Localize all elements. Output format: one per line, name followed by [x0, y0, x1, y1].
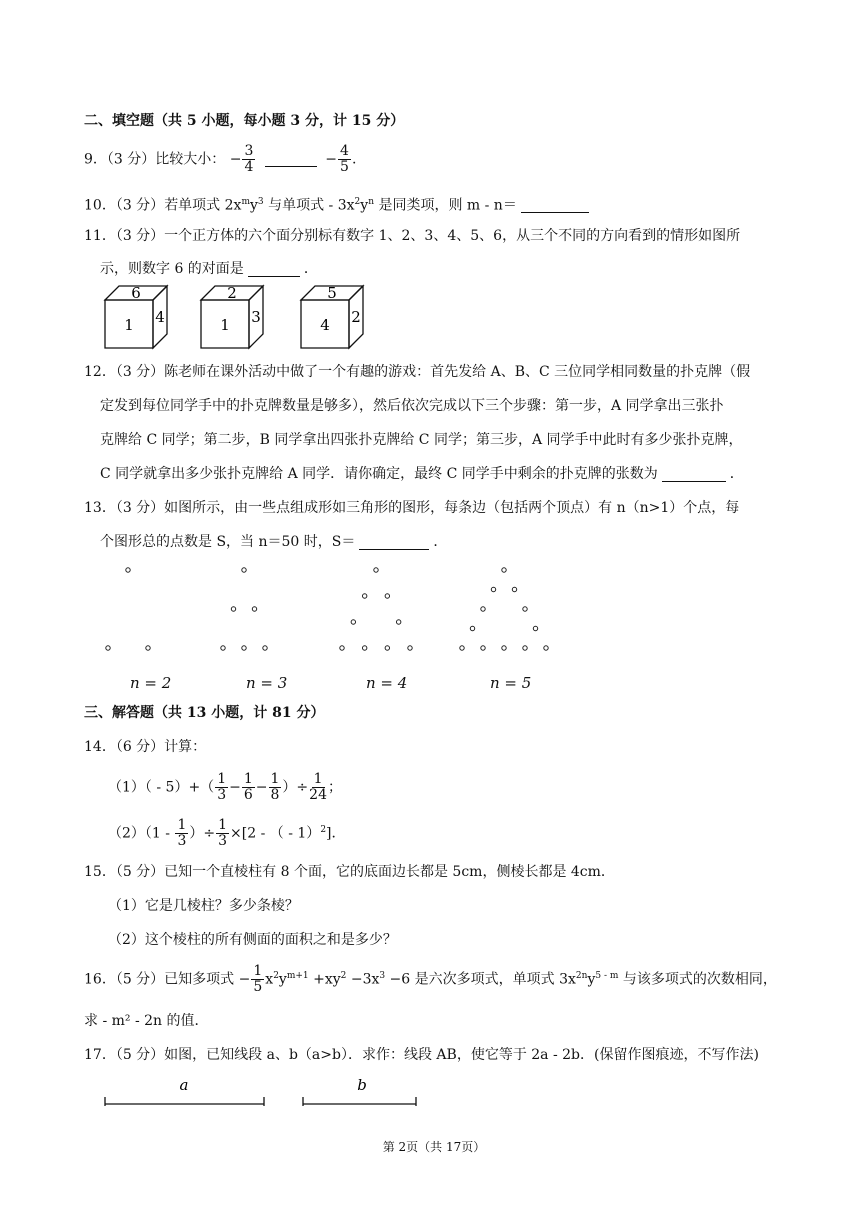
- triangle-dot-n4: [385, 594, 389, 598]
- cube-2: [201, 284, 263, 348]
- q10-text-1: 若单项式 2x: [164, 197, 242, 214]
- q9-sign-b: −: [325, 151, 338, 168]
- triangle-dot-n5: [523, 646, 527, 650]
- q16-line-2: 求 - m² - 2n 的值．: [84, 1013, 209, 1029]
- triangle-dot-n2: [126, 568, 130, 572]
- q11-line-1: 11．（3 分）一个正方体的六个面分别标有数字 1、2、3、4、5、6，从三个不同的方向看到的情形如图所: [84, 228, 741, 244]
- fraction-denominator: 8: [270, 787, 280, 803]
- q14-p1-frac-2: [242, 772, 255, 803]
- q17-line-1: 17．（5 分）如图，已知线段 a、b（a>b）．求作：线段 AB，使它等于 2a - 2b．(保留作图痕迹，不写作法): [84, 1047, 759, 1063]
- q16-fraction: [251, 964, 264, 995]
- fraction-numerator: 4: [340, 143, 349, 159]
- q12-line-1: 12．（3 分）陈老师在课外活动中做了一个有趣的游戏：首先发给 A、B、C 三位同学相同数量的扑克牌（假: [84, 364, 751, 380]
- triangle-dot-n3: [242, 568, 246, 572]
- triangle-dot-n5: [502, 568, 506, 572]
- triangle-dot-n5: [512, 587, 516, 591]
- fraction-denominator: 3: [217, 787, 227, 803]
- q10-exp-3: 2: [354, 197, 361, 207]
- cube-top-number: 6: [131, 284, 141, 302]
- q13-answer-blank[interactable]: [359, 535, 429, 550]
- triangle-dot-n5: [460, 646, 464, 650]
- q11-text: 示，则数字 6 的对面是: [100, 261, 244, 277]
- triangle-dot-n2: [106, 646, 110, 650]
- fraction-denominator: 24: [309, 787, 327, 803]
- q16-text-b: x: [265, 971, 274, 988]
- q16-exp-3: 2: [340, 970, 347, 981]
- q14-p2-frac-1: [175, 818, 188, 849]
- triangle-dot-n5: [544, 646, 548, 650]
- page-footer: 第 2页（共 17页）: [382, 1140, 486, 1154]
- fraction-numerator: 3: [244, 143, 254, 159]
- q9-answer-blank[interactable]: [265, 152, 317, 167]
- fraction-numerator: 1: [177, 817, 187, 833]
- q14-p2-end: ]．: [326, 825, 346, 842]
- q10-exp-1: m: [241, 197, 250, 207]
- triangle-dot-n4: [408, 646, 412, 650]
- q16-exp-1: 2: [273, 970, 279, 981]
- cube-front-number: 1: [124, 316, 134, 334]
- cube-front-number: 1: [220, 316, 230, 334]
- fraction-denominator: 3: [177, 833, 187, 849]
- triangle-dot-n5: [533, 626, 537, 630]
- label-n4: n = 4: [366, 674, 408, 692]
- triangle-dot-n4: [340, 646, 344, 650]
- minus-sign: −: [229, 779, 241, 796]
- q11-answer-blank[interactable]: [248, 262, 300, 277]
- triangle-dot-n2: [146, 646, 150, 650]
- triangle-dot-n5: [481, 607, 485, 611]
- minus-sign: −: [255, 779, 268, 796]
- fraction-denominator: 5: [253, 979, 263, 995]
- q14-p1-end: ；: [327, 779, 342, 796]
- cube-top-number: 5: [327, 284, 337, 302]
- label-n3: n = 3: [246, 674, 288, 692]
- q16-exp-2: m+1: [286, 970, 309, 981]
- q9-sign-a: −: [229, 151, 242, 168]
- triangle-dot-n5: [523, 607, 527, 611]
- q14-p1-frac-4: [309, 772, 327, 803]
- q16-text-k: 与该多项式的次数相同，: [618, 971, 777, 988]
- q14-p2-frac-2: [216, 818, 229, 849]
- question-9: [84, 144, 356, 175]
- q9-text: 比较大小：: [155, 151, 226, 168]
- q16-exp-5: 2n: [575, 970, 588, 981]
- q13-line-2: [100, 532, 447, 552]
- q12-end: ．: [729, 466, 744, 482]
- triangle-dot-n4: [362, 646, 366, 650]
- fraction-denominator: 3: [218, 833, 228, 849]
- q14-p1-text-a: （1）（ - 5）+（: [108, 779, 215, 796]
- cube-top-number: 2: [227, 284, 237, 302]
- q10-text-5: 是同类项，则 m - n＝: [374, 197, 517, 214]
- q14-part-2: [108, 818, 346, 849]
- segments-figure: [100, 1076, 430, 1110]
- triangle-dot-n5: [481, 646, 485, 650]
- q9-number: 9．: [84, 151, 107, 168]
- q12-line-3: 克牌给 C 同学；第二步，B 同学拿出四张扑克牌给 C 同学；第三步，A 同学手中此时有多少张扑克牌，: [100, 432, 743, 448]
- fraction-numerator: 1: [270, 771, 280, 787]
- triangle-dot-n4: [362, 594, 366, 598]
- triangle-dot-n4: [351, 620, 355, 624]
- q14-p1-frac-1: [215, 772, 228, 803]
- label-n5: n = 5: [490, 674, 532, 692]
- q10-text-4: y: [360, 197, 369, 214]
- cube-3: [301, 284, 363, 348]
- q10-text-3: 与单项式 - 3x: [263, 197, 355, 214]
- cube-views-figure: [100, 284, 390, 356]
- question-10: [84, 192, 593, 216]
- cube-side-number: 2: [351, 308, 361, 326]
- q12-text: C 同学就拿出多少张扑克牌给 A 同学．请你确定，最终 C 同学手中剩余的扑克牌的张数为: [100, 466, 658, 482]
- q16-text-h: y: [587, 971, 596, 988]
- q14-p2-text-a: （2）（1 -: [108, 825, 175, 842]
- triangle-dot-n4: [374, 568, 378, 572]
- q9-points: （3 分）: [106, 151, 156, 168]
- q13-end: ．: [433, 534, 448, 550]
- q16-text-c: y: [278, 971, 287, 988]
- section-heading-fill-in: 二、填空题（共 5 小题，每小题 3 分，计 15 分）: [84, 113, 405, 129]
- dot-triangles-figure: [100, 558, 560, 668]
- q12-line-2: 定发到每位同学手中的扑克牌数量是够多），然后依次完成以下三个步骤：第一步，A 同学拿出三张扑: [100, 398, 724, 414]
- q10-exp-2: 3: [257, 197, 264, 207]
- q10-answer-blank[interactable]: [521, 198, 589, 213]
- q16-text-g: −6 是六次多项式，单项式 3x: [385, 971, 576, 988]
- q9-end: .: [351, 151, 357, 168]
- q16-text-d: +xy: [308, 971, 341, 988]
- fraction-numerator: 1: [218, 817, 228, 833]
- triangle-dot-n3: [231, 607, 235, 611]
- q10-text-2: y: [250, 197, 258, 214]
- q15-part-2: （2）这个棱柱的所有侧面的面积之和是多少？: [108, 932, 397, 948]
- triangle-dot-n3: [242, 646, 246, 650]
- q16-text-f: −3x: [346, 971, 380, 988]
- q9-fraction-b: [338, 144, 351, 175]
- q11-end: ．: [303, 261, 318, 277]
- q16-text-a: 16．（5 分）已知多项式 −: [84, 971, 251, 988]
- q12-line-4: [100, 464, 744, 484]
- triangle-dot-n5: [470, 626, 474, 630]
- q10-points: （3 分）: [115, 197, 165, 214]
- question-16: [84, 964, 777, 995]
- cube-1: [105, 284, 167, 348]
- q14-p1-frac-3: [269, 772, 282, 803]
- q15-line-1: 15．（5 分）已知一个直棱柱有 8 个面，它的底面边长都是 5cm，侧棱长都是 4cm．: [84, 864, 615, 880]
- q14-heading: 14．（6 分）计算：: [84, 739, 207, 755]
- q12-answer-blank[interactable]: [662, 467, 726, 482]
- q9-fraction-a: [242, 144, 255, 175]
- fraction-numerator: 1: [313, 771, 323, 787]
- cube-side-number: 4: [155, 308, 165, 326]
- q13-line-1: 13．（3 分）如图所示，由一些点组成形如三角形的图形，每条边（包括两个顶点）有 n（n>1）个点，每: [84, 500, 740, 516]
- q10-exp-4: n: [368, 197, 374, 207]
- q14-p2-text-c: ×[2 - （ - 1）: [230, 825, 321, 842]
- q10-number: 10．: [84, 197, 116, 214]
- q15-part-1: （1）它是几棱柱？多少条棱？: [108, 898, 299, 914]
- segment-b-label: b: [357, 1076, 367, 1094]
- q14-p2-text-b: ）÷: [189, 825, 216, 842]
- q16-exp-4: 3: [379, 970, 386, 981]
- triangle-dot-n3: [221, 646, 225, 650]
- fraction-numerator: 1: [217, 771, 227, 787]
- q14-p1-text-c: ）÷: [282, 779, 309, 796]
- q11-line-2: [100, 259, 318, 279]
- q14-part-1: [108, 772, 342, 803]
- q16-exp-6: 5 - m: [595, 970, 619, 981]
- triangle-dot-n5: [502, 646, 506, 650]
- segment-a-label: a: [179, 1076, 189, 1094]
- fraction-numerator: 1: [253, 963, 263, 979]
- triangle-dot-n3: [252, 607, 256, 611]
- fraction-denominator: 5: [340, 159, 349, 175]
- triangle-dot-n4: [396, 620, 400, 624]
- fraction-numerator: 1: [243, 771, 253, 787]
- cube-front-number: 4: [320, 316, 330, 334]
- fraction-denominator: 4: [244, 159, 254, 175]
- label-n2: n = 2: [130, 674, 172, 692]
- section-heading-solutions: 三、解答题（共 13 小题，计 81 分）: [84, 705, 325, 721]
- triangle-dot-n4: [385, 646, 389, 650]
- fraction-denominator: 6: [243, 787, 253, 803]
- cube-side-number: 3: [251, 308, 261, 326]
- q14-p2-exp: 2: [320, 824, 327, 835]
- triangle-dot-n5: [491, 587, 495, 591]
- q13-text: 个图形总的点数是 S，当 n＝50 时，S＝: [100, 534, 356, 550]
- triangle-dot-n3: [263, 646, 267, 650]
